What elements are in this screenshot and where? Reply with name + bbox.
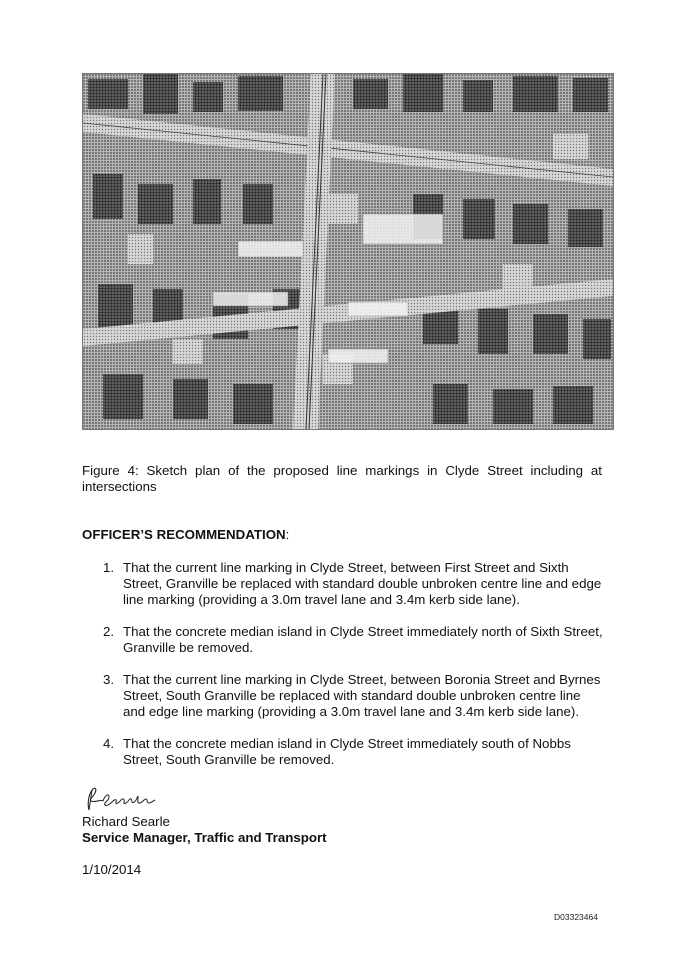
recommendation-item — [103, 560, 603, 608]
signatory-name: Richard Searle — [82, 814, 170, 829]
recommendation-number: 2. — [103, 624, 115, 639]
recommendation-number: 3. — [103, 672, 115, 687]
recommendation-number: 4. — [103, 736, 115, 751]
heading-colon: : — [285, 527, 290, 542]
recommendation-text: That the current line marking in Clyde Street, between First Street and Sixth Street, Granville be replaced with standard double unbroken centre line and edge line marking (providing a 3.0m travel lane and 3.4m kerb side lane). — [123, 560, 602, 607]
recommendation-item — [103, 672, 603, 720]
document-date: 1/10/2014 — [82, 862, 142, 877]
recommendation-text: That the concrete median island in Clyde Street immediately south of Nobbs Street, South Granville be removed. — [123, 736, 571, 767]
signatory-role: Service Manager, Traffic and Transport — [82, 830, 327, 845]
heading-text: OFFICER’S RECOMMENDATION — [82, 527, 286, 542]
aerial-photo-image — [83, 74, 613, 429]
recommendations-list — [103, 560, 603, 784]
handwritten-signature — [83, 785, 163, 815]
recommendation-text: That the current line marking in Clyde Street, between Boronia Street and Byrnes Street, South Granville be replaced with standard double unbroken centre line and edge line marking (providing a 3.0m travel lane and 3.4m kerb side lane). — [123, 672, 601, 719]
document-reference: D03323464 — [554, 912, 598, 922]
figure-caption: Figure 4: Sketch plan of the proposed line markings in Clyde Street including at intersections — [82, 463, 602, 494]
recommendation-item — [103, 624, 603, 656]
recommendation-number: 1. — [103, 560, 115, 575]
aerial-photo — [82, 73, 614, 430]
recommendation-text: That the concrete median island in Clyde Street immediately north of Sixth Street, Granville be removed. — [123, 624, 603, 655]
signatory-block — [82, 814, 327, 846]
section-heading — [82, 527, 289, 542]
recommendation-item — [103, 736, 603, 768]
